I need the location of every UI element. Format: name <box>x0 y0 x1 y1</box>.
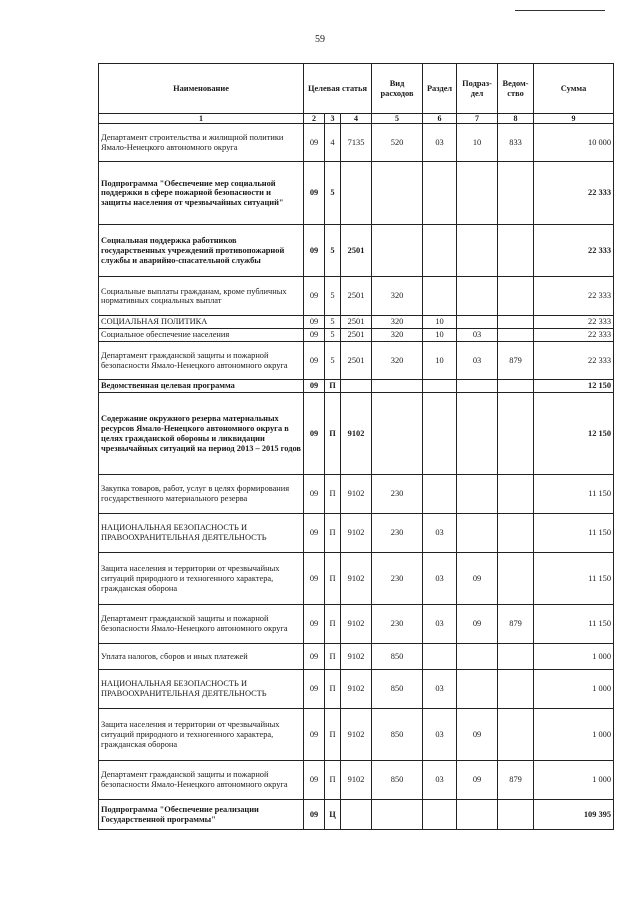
row-sum: 11 150 <box>534 605 614 644</box>
row-code-c: 9102 <box>341 553 372 605</box>
row-code-a: 09 <box>304 475 325 514</box>
row-expense-type: 230 <box>372 475 423 514</box>
index-cell: 4 <box>341 114 372 124</box>
row-code-b: П <box>325 475 341 514</box>
row-code-c: 2501 <box>341 329 372 342</box>
row-name: НАЦИОНАЛЬНАЯ БЕЗОПАСНОСТЬ И ПРАВООХРАНИТЕЛЬНАЯ ДЕЯТЕЛЬНОСТЬ <box>99 670 304 709</box>
table-row <box>99 342 614 380</box>
table-row <box>99 761 614 800</box>
row-code-c: 2501 <box>341 225 372 277</box>
row-sum: 12 150 <box>534 380 614 393</box>
row-code-a: 09 <box>304 800 325 830</box>
row-sum: 1 000 <box>534 761 614 800</box>
index-cell: 8 <box>498 114 534 124</box>
row-expense-type <box>372 800 423 830</box>
row-code-b: П <box>325 644 341 670</box>
row-name: Содержание окружного резерва материальных ресурсов Ямало-Ненецкого автономного округа в целях гражданской обороны и ликвидации чрезвычайных ситуаций на период 2013 – 2015 годов <box>99 393 304 475</box>
table-row <box>99 553 614 605</box>
row-code-c: 9102 <box>341 644 372 670</box>
row-subsection: 09 <box>457 709 498 761</box>
row-code-a: 09 <box>304 316 325 329</box>
row-code-c: 2501 <box>341 342 372 380</box>
row-code-b: 5 <box>325 225 341 277</box>
row-name: Социальные выплаты гражданам, кроме публичных нормативных социальных выплат <box>99 277 304 316</box>
row-section: 10 <box>423 316 457 329</box>
row-sum: 22 333 <box>534 162 614 225</box>
row-name: Подпрограмма "Обеспечение реализации Государственной программы" <box>99 800 304 830</box>
row-code-b: П <box>325 709 341 761</box>
row-sum: 22 333 <box>534 316 614 329</box>
row-sum: 22 333 <box>534 329 614 342</box>
row-name: Защита населения и территории от чрезвычайных ситуаций природного и техногенного характера, гражданская оборона <box>99 553 304 605</box>
table-row <box>99 380 614 393</box>
row-expense-type: 320 <box>372 277 423 316</box>
row-section: 10 <box>423 342 457 380</box>
row-code-c: 2501 <box>341 277 372 316</box>
row-code-c: 9102 <box>341 605 372 644</box>
table-row <box>99 644 614 670</box>
row-subsection <box>457 316 498 329</box>
table-row <box>99 514 614 553</box>
row-subsection: 09 <box>457 553 498 605</box>
page-number: 59 <box>315 34 325 45</box>
row-expense-type: 230 <box>372 605 423 644</box>
row-name: Социальная поддержка работников государственных учреждений противопожарной службы и аварийно-спасательной службы <box>99 225 304 277</box>
row-expense-type: 230 <box>372 553 423 605</box>
row-expense-type: 850 <box>372 761 423 800</box>
row-code-c: 9102 <box>341 709 372 761</box>
row-subsection <box>457 514 498 553</box>
row-sum: 12 150 <box>534 393 614 475</box>
row-section <box>423 277 457 316</box>
top-rule <box>515 10 605 11</box>
row-department <box>498 644 534 670</box>
row-code-b: П <box>325 670 341 709</box>
row-department: 879 <box>498 605 534 644</box>
row-name: Закупка товаров, работ, услуг в целях формирования государственного материального резерва <box>99 475 304 514</box>
row-section: 03 <box>423 670 457 709</box>
row-sum: 10 000 <box>534 124 614 162</box>
table-row <box>99 393 614 475</box>
row-section: 03 <box>423 553 457 605</box>
row-expense-type <box>372 393 423 475</box>
row-code-a: 09 <box>304 514 325 553</box>
row-code-a: 09 <box>304 605 325 644</box>
row-section: 03 <box>423 124 457 162</box>
row-code-c <box>341 800 372 830</box>
row-expense-type <box>372 380 423 393</box>
row-section <box>423 644 457 670</box>
row-subsection <box>457 225 498 277</box>
header-section: Раздел <box>423 64 457 114</box>
index-cell: 5 <box>372 114 423 124</box>
index-cell: 9 <box>534 114 614 124</box>
row-code-c: 7135 <box>341 124 372 162</box>
header-subsection: Подраз-дел <box>457 64 498 114</box>
row-expense-type: 520 <box>372 124 423 162</box>
row-department <box>498 329 534 342</box>
row-code-a: 09 <box>304 644 325 670</box>
row-section: 03 <box>423 514 457 553</box>
budget-table <box>98 63 614 830</box>
row-subsection <box>457 475 498 514</box>
row-name: НАЦИОНАЛЬНАЯ БЕЗОПАСНОСТЬ И ПРАВООХРАНИТЕЛЬНАЯ ДЕЯТЕЛЬНОСТЬ <box>99 514 304 553</box>
row-expense-type: 850 <box>372 709 423 761</box>
row-code-b: П <box>325 761 341 800</box>
row-section <box>423 225 457 277</box>
row-sum: 22 333 <box>534 225 614 277</box>
row-code-c: 9102 <box>341 670 372 709</box>
row-subsection: 03 <box>457 329 498 342</box>
row-sum: 11 150 <box>534 475 614 514</box>
row-code-b: 5 <box>325 316 341 329</box>
row-section <box>423 380 457 393</box>
row-name: Департамент гражданской защиты и пожарной безопасности Ямало-Ненецкого автономного округа <box>99 761 304 800</box>
row-subsection <box>457 800 498 830</box>
row-department: 833 <box>498 124 534 162</box>
row-subsection <box>457 277 498 316</box>
row-section: 03 <box>423 709 457 761</box>
row-code-c: 9102 <box>341 761 372 800</box>
row-code-c: 2501 <box>341 316 372 329</box>
row-department <box>498 514 534 553</box>
row-code-b: П <box>325 605 341 644</box>
row-code-a: 09 <box>304 124 325 162</box>
row-code-c <box>341 380 372 393</box>
index-cell: 7 <box>457 114 498 124</box>
row-subsection: 03 <box>457 342 498 380</box>
row-subsection: 10 <box>457 124 498 162</box>
row-section <box>423 475 457 514</box>
row-name: Уплата налогов, сборов и иных платежей <box>99 644 304 670</box>
row-name: Ведомственная целевая программа <box>99 380 304 393</box>
row-code-c: 9102 <box>341 475 372 514</box>
row-code-b: 5 <box>325 162 341 225</box>
table-row <box>99 475 614 514</box>
row-section: 10 <box>423 329 457 342</box>
table-row <box>99 162 614 225</box>
row-code-b: 5 <box>325 329 341 342</box>
row-section <box>423 393 457 475</box>
table-row <box>99 316 614 329</box>
row-subsection <box>457 393 498 475</box>
row-department: 879 <box>498 342 534 380</box>
row-name: Департамент гражданской защиты и пожарной безопасности Ямало-Ненецкого автономного округа <box>99 605 304 644</box>
row-expense-type: 230 <box>372 514 423 553</box>
row-department <box>498 380 534 393</box>
row-expense-type: 850 <box>372 644 423 670</box>
header-sum: Сумма <box>534 64 614 114</box>
row-sum: 1 000 <box>534 644 614 670</box>
row-section <box>423 800 457 830</box>
header-department: Ведом-ство <box>498 64 534 114</box>
row-code-a: 09 <box>304 380 325 393</box>
row-sum: 1 000 <box>534 709 614 761</box>
index-cell: 1 <box>99 114 304 124</box>
row-code-a: 09 <box>304 162 325 225</box>
row-code-b: 5 <box>325 342 341 380</box>
row-code-b: П <box>325 553 341 605</box>
row-sum: 22 333 <box>534 277 614 316</box>
row-code-b: П <box>325 380 341 393</box>
row-expense-type: 850 <box>372 670 423 709</box>
row-code-c: 9102 <box>341 393 372 475</box>
row-code-b: П <box>325 514 341 553</box>
row-name: Социальное обеспечение населения <box>99 329 304 342</box>
row-expense-type: 320 <box>372 316 423 329</box>
table-row <box>99 670 614 709</box>
row-subsection <box>457 380 498 393</box>
row-subsection <box>457 162 498 225</box>
index-cell: 6 <box>423 114 457 124</box>
row-code-b: Ц <box>325 800 341 830</box>
row-subsection <box>457 644 498 670</box>
row-subsection: 09 <box>457 761 498 800</box>
row-expense-type: 320 <box>372 342 423 380</box>
table-row <box>99 277 614 316</box>
index-cell: 2 <box>304 114 325 124</box>
row-expense-type: 320 <box>372 329 423 342</box>
row-sum: 11 150 <box>534 514 614 553</box>
row-department <box>498 162 534 225</box>
row-code-b: 4 <box>325 124 341 162</box>
table-row <box>99 800 614 830</box>
row-expense-type <box>372 162 423 225</box>
header-expense-type: Вид расходов <box>372 64 423 114</box>
row-sum: 11 150 <box>534 553 614 605</box>
row-code-a: 09 <box>304 342 325 380</box>
row-department <box>498 475 534 514</box>
row-name: Подпрограмма "Обеспечение мер социальной поддержки в сфере пожарной безопасности и защиты населения от чрезвычайных ситуаций" <box>99 162 304 225</box>
row-sum: 109 395 <box>534 800 614 830</box>
row-code-b: 5 <box>325 277 341 316</box>
row-subsection <box>457 670 498 709</box>
header-name: Наименование <box>99 64 304 114</box>
row-department <box>498 393 534 475</box>
row-code-a: 09 <box>304 761 325 800</box>
row-sum: 22 333 <box>534 342 614 380</box>
row-section: 03 <box>423 605 457 644</box>
table-row <box>99 709 614 761</box>
table-row <box>99 225 614 277</box>
row-code-c <box>341 162 372 225</box>
row-department <box>498 277 534 316</box>
row-code-a: 09 <box>304 277 325 316</box>
row-subsection: 09 <box>457 605 498 644</box>
row-code-a: 09 <box>304 553 325 605</box>
row-name: Департамент строительства и жилищной политики Ямало-Ненецкого автономного округа <box>99 124 304 162</box>
row-code-a: 09 <box>304 225 325 277</box>
row-name: Департамент гражданской защиты и пожарной безопасности Ямало-Ненецкого автономного округа <box>99 342 304 380</box>
table-row <box>99 329 614 342</box>
row-section: 03 <box>423 761 457 800</box>
row-department <box>498 800 534 830</box>
header-target: Целевая статья <box>304 64 372 114</box>
column-index-row <box>99 114 614 124</box>
row-department <box>498 553 534 605</box>
row-name: Защита населения и территории от чрезвычайных ситуаций природного и техногенного характера, гражданская оборона <box>99 709 304 761</box>
row-name: СОЦИАЛЬНАЯ ПОЛИТИКА <box>99 316 304 329</box>
row-code-a: 09 <box>304 393 325 475</box>
row-department: 879 <box>498 761 534 800</box>
row-code-c: 9102 <box>341 514 372 553</box>
index-cell: 3 <box>325 114 341 124</box>
row-department <box>498 709 534 761</box>
row-expense-type <box>372 225 423 277</box>
row-code-a: 09 <box>304 329 325 342</box>
table-row <box>99 124 614 162</box>
row-code-a: 09 <box>304 709 325 761</box>
row-section <box>423 162 457 225</box>
row-department <box>498 316 534 329</box>
row-code-a: 09 <box>304 670 325 709</box>
row-sum: 1 000 <box>534 670 614 709</box>
row-department <box>498 225 534 277</box>
table-row <box>99 605 614 644</box>
row-code-b: П <box>325 393 341 475</box>
row-department <box>498 670 534 709</box>
